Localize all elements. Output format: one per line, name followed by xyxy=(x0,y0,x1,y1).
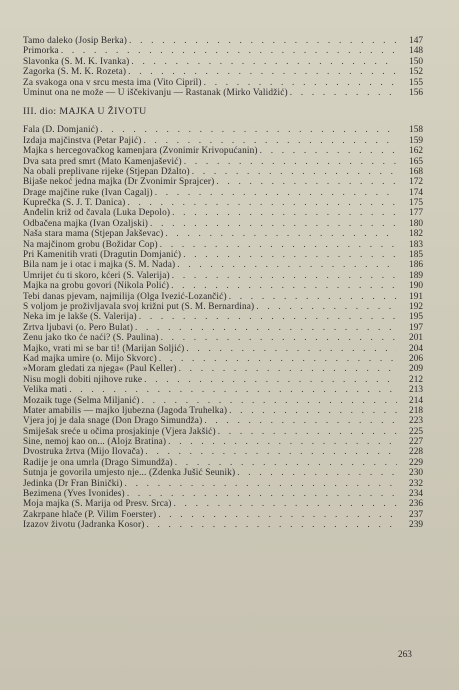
toc-entry xyxy=(23,125,423,135)
toc-entry-page: 214 xyxy=(409,395,423,406)
toc-entry-title: Umrijet ću ti skoro, kćeri (S. Valerija) xyxy=(23,270,170,281)
toc-entry xyxy=(23,479,423,489)
dot-leader xyxy=(258,146,397,156)
toc-entry-title: Tamo daleko (Josip Berka) xyxy=(23,36,128,46)
toc-entry-page: 223 xyxy=(409,416,423,427)
toc-entry-title: Moja majka (S. Marija od Presv. Srca) xyxy=(23,499,172,510)
toc-entry-title: Izazov životu (Jadranka Kosor) xyxy=(23,520,145,531)
toc-entry-title: Slavonka (S. M. K. Ivanka) xyxy=(23,56,130,67)
toc-entry-title: Žrtva ljubavi (o. Pero Bulat) xyxy=(23,322,133,333)
toc-entry xyxy=(23,36,423,46)
toc-entry-title: Nisu mogli dobiti njihove ruke xyxy=(23,374,143,385)
toc-entry-page: 182 xyxy=(409,229,423,240)
toc-entry-title: Anđelin križ od čavala (Luka Depolo) xyxy=(23,208,171,219)
dot-leader xyxy=(202,416,397,426)
toc-entry xyxy=(23,208,423,218)
dot-leader xyxy=(142,136,398,146)
toc-list-continued xyxy=(23,36,423,98)
toc-entry xyxy=(23,67,423,77)
toc-entry xyxy=(23,344,423,354)
toc-entry-page: 183 xyxy=(409,239,423,250)
dot-leader xyxy=(254,302,397,312)
toc-entry xyxy=(23,281,423,291)
dot-leader xyxy=(157,354,397,364)
dot-leader xyxy=(140,396,397,406)
toc-entry-title: Odbačena majka (Ivan Ozaljski) xyxy=(23,218,149,229)
toc-entry-page: 165 xyxy=(409,156,423,167)
dot-leader xyxy=(227,406,397,416)
dot-leader xyxy=(227,292,397,302)
toc-entry-page: 180 xyxy=(409,218,423,229)
toc-entry-title: Bila nam je i otac i majka (S. M. Nada) xyxy=(23,260,176,271)
dot-leader xyxy=(125,489,397,499)
toc-entry-page: 230 xyxy=(409,468,423,479)
toc-entry-title: Fala (D. Domjanić) xyxy=(23,125,99,136)
toc-entry-title: Šutnja je govorila umjesto nje... (Zdenka Jušić Seunik) xyxy=(23,468,236,479)
toc-entry xyxy=(23,188,423,198)
dot-leader xyxy=(169,281,397,291)
toc-entry-title: Dvostruka žrtva (Mijo Ilovača) xyxy=(23,447,144,458)
toc-entry-title: Ženu jako tko će naći? (S. Paulina) xyxy=(23,333,159,344)
toc-entry xyxy=(23,198,423,208)
dot-leader xyxy=(166,437,397,447)
dot-leader xyxy=(153,188,397,198)
toc-entry xyxy=(23,520,423,530)
toc-entry-page: 185 xyxy=(409,250,423,261)
toc-entry-title: Majka s hercegovačkog kamenjara (Zvonimir Krivopućanin) xyxy=(23,146,258,157)
toc-entry xyxy=(23,57,423,67)
toc-entry-title: Izdaja majčinstva (Petar Pajić) xyxy=(23,135,142,146)
dot-leader xyxy=(148,219,397,229)
toc-entry-page: 209 xyxy=(409,364,423,375)
dot-leader xyxy=(214,177,397,187)
toc-entry xyxy=(23,302,423,312)
toc-entry-title: Kuprečka (S. J. T. Danica) xyxy=(23,198,126,209)
toc-entry-page: 191 xyxy=(409,291,423,302)
dot-leader xyxy=(159,333,397,343)
toc-entry-page: 189 xyxy=(409,270,423,281)
toc-entry-title: Mater amabilis — majko ljubezna (Jagoda Truhelka) xyxy=(23,405,228,416)
toc-entry xyxy=(23,364,423,374)
table-of-contents xyxy=(23,36,423,531)
toc-entry xyxy=(23,146,423,156)
toc-entry-page: 159 xyxy=(409,135,423,146)
dot-leader xyxy=(235,468,397,478)
toc-entry-title: Na obali preplivane rijeke (Stjepan Džalto) xyxy=(23,166,190,177)
toc-entry xyxy=(23,271,423,281)
dot-leader xyxy=(184,344,397,354)
toc-entry-page: 234 xyxy=(409,489,423,500)
toc-entry-title: Bijaše nekoć jedna majka (Dr Zvonimir Šprajcer) xyxy=(23,177,215,188)
toc-entry xyxy=(23,510,423,520)
toc-entry-title: Radije je ona umrla (Drago Šimundža) xyxy=(23,457,173,468)
page-number: 263 xyxy=(398,650,412,660)
dot-leader xyxy=(181,250,397,260)
dot-leader xyxy=(137,312,397,322)
toc-entry-page: 168 xyxy=(409,166,423,177)
toc-entry-title: Tebi danas pjevam, najmilija (Olga Ivezić-Lozančić) xyxy=(23,291,227,302)
toc-entry-title: Naša stara mama (Stjepan Jakševac) xyxy=(23,229,164,240)
dot-leader xyxy=(202,78,397,88)
dot-leader xyxy=(190,167,397,177)
dot-leader xyxy=(143,447,397,457)
toc-entry-title: Majka na grobu govori (Nikola Polić) xyxy=(23,281,170,292)
toc-entry xyxy=(23,136,423,146)
dot-leader xyxy=(127,36,397,46)
toc-entry xyxy=(23,250,423,260)
dot-leader xyxy=(172,499,398,509)
dot-leader xyxy=(133,323,397,333)
toc-entry-page: 192 xyxy=(409,301,423,312)
dot-leader xyxy=(177,364,397,374)
toc-entry-title: Primorka xyxy=(23,46,59,57)
toc-entry-page: 227 xyxy=(409,437,423,448)
dot-leader xyxy=(67,385,397,395)
toc-entry-title: Dva sata pred smrt (Mato Kamenjašević) xyxy=(23,156,182,167)
toc-entry xyxy=(23,312,423,322)
toc-entry-page: 195 xyxy=(409,312,423,323)
dot-leader xyxy=(59,46,397,56)
toc-entry-title: Kad majka umire (o. Mijo Škvorc) xyxy=(23,353,157,364)
toc-entry-page: 190 xyxy=(409,281,423,292)
toc-entry-page: 237 xyxy=(409,509,423,520)
toc-entry xyxy=(23,354,423,364)
toc-entry-page: 201 xyxy=(409,333,423,344)
toc-entry-page: 213 xyxy=(409,385,423,396)
toc-entry-title: Zakrpane hlače (P. Vilim Foerster) xyxy=(23,509,157,520)
dot-leader xyxy=(129,57,397,67)
toc-entry xyxy=(23,427,423,437)
dot-leader xyxy=(156,510,397,520)
dot-leader xyxy=(170,271,397,281)
toc-entry-page: 186 xyxy=(409,260,423,271)
toc-entry xyxy=(23,260,423,270)
dot-leader xyxy=(125,198,397,208)
toc-entry xyxy=(23,219,423,229)
toc-entry-page: 204 xyxy=(409,343,423,354)
toc-entry-page: 206 xyxy=(409,353,423,364)
toc-entry-page: 175 xyxy=(409,198,423,209)
toc-entry xyxy=(23,240,423,250)
section-heading: III. dio: MAJKA U ŽIVOTU xyxy=(23,106,147,118)
dot-leader xyxy=(182,157,397,167)
dot-leader xyxy=(170,208,397,218)
toc-entry xyxy=(23,78,423,88)
toc-entry-page: 232 xyxy=(409,478,423,489)
toc-entry xyxy=(23,468,423,478)
toc-entry xyxy=(23,333,423,343)
toc-entry xyxy=(23,292,423,302)
toc-entry xyxy=(23,167,423,177)
toc-entry-page: 174 xyxy=(409,187,423,198)
toc-entry-title: Mozaik tuge (Selma Miljanić) xyxy=(23,395,140,406)
toc-entry xyxy=(23,177,423,187)
toc-entry xyxy=(23,88,423,98)
toc-entry-title: Jedinka (Dr Fran Binički) xyxy=(23,478,123,489)
toc-entry-page: 148 xyxy=(409,46,423,57)
toc-entry-title: S voljom je proživljavala svoj križni put (S. M. Bernardina) xyxy=(23,301,255,312)
toc-entry-page: 147 xyxy=(409,36,423,46)
toc-entry xyxy=(23,489,423,499)
toc-entry xyxy=(23,46,423,56)
toc-entry-title: Za svakoga ona v srcu mesta ima (Vito Cipril) xyxy=(23,77,202,88)
toc-entry-page: 239 xyxy=(409,520,423,531)
toc-entry-title: Velika mati xyxy=(23,385,68,396)
toc-entry-title: Majko, vrati mi se bar ti! (Marijan Soljić) xyxy=(23,343,185,354)
toc-entry-page: 236 xyxy=(409,499,423,510)
toc-entry xyxy=(23,323,423,333)
toc-entry-title: Pri Kamenitih vrati (Dragutin Domjanić) xyxy=(23,250,182,261)
dot-leader xyxy=(288,88,397,98)
toc-entry-page: 228 xyxy=(409,447,423,458)
toc-entry-page: 152 xyxy=(409,67,423,78)
dot-leader xyxy=(216,427,397,437)
toc-entry-title: Bezimena (Yves Ivonides) xyxy=(23,489,125,500)
toc-entry xyxy=(23,157,423,167)
dot-leader xyxy=(144,520,397,530)
dot-leader xyxy=(123,479,397,489)
toc-entry-title: »Moram gledati za njega« (Paul Keller) xyxy=(23,364,177,375)
dot-leader xyxy=(173,458,397,468)
toc-entry-title: Neka im je lakše (S. Valerija) xyxy=(23,312,137,323)
toc-list-section-three xyxy=(23,125,423,530)
toc-entry xyxy=(23,416,423,426)
toc-entry-title: Smiješak sreće u očima prosjakinje (Vjera Jakšić) xyxy=(23,426,216,437)
toc-entry-page: 156 xyxy=(409,87,423,98)
toc-entry-page: 162 xyxy=(409,146,423,157)
toc-entry xyxy=(23,385,423,395)
dot-leader xyxy=(158,240,397,250)
toc-entry xyxy=(23,499,423,509)
toc-entry xyxy=(23,447,423,457)
toc-entry-page: 229 xyxy=(409,457,423,468)
toc-entry xyxy=(23,229,423,239)
toc-entry xyxy=(23,458,423,468)
dot-leader xyxy=(98,125,397,135)
toc-entry xyxy=(23,396,423,406)
toc-entry-page: 155 xyxy=(409,77,423,88)
toc-entry-page: 225 xyxy=(409,426,423,437)
toc-entry-page: 218 xyxy=(409,405,423,416)
toc-entry-page: 158 xyxy=(409,125,423,136)
toc-entry-title: Vjera joj je dala snage (Don Drago Šimundža) xyxy=(23,416,203,427)
toc-entry-page: 150 xyxy=(409,56,423,67)
toc-entry-title: Drage majčine ruke (Ivan Cagalj) xyxy=(23,187,153,198)
toc-entry xyxy=(23,437,423,447)
dot-leader xyxy=(142,375,397,385)
toc-entry-page: 197 xyxy=(409,322,423,333)
toc-entry-page: 177 xyxy=(409,208,423,219)
toc-entry-page: 212 xyxy=(409,374,423,385)
toc-entry xyxy=(23,375,423,385)
dot-leader xyxy=(175,260,397,270)
toc-entry-title: Zagorka (S. M. K. Rozeta) xyxy=(23,67,127,78)
dot-leader xyxy=(163,229,397,239)
toc-entry xyxy=(23,406,423,416)
dot-leader xyxy=(126,67,397,77)
toc-entry-title: Uminut ona ne može — U iščekivanju — Rastanak (Mirko Validžić) xyxy=(23,87,288,98)
toc-entry-page: 172 xyxy=(409,177,423,188)
toc-entry-title: Na majčinom grobu (Božidar Čop) xyxy=(23,239,158,250)
toc-entry-title: Sine, nemoj kao on... (Alojz Bratina) xyxy=(23,437,167,448)
